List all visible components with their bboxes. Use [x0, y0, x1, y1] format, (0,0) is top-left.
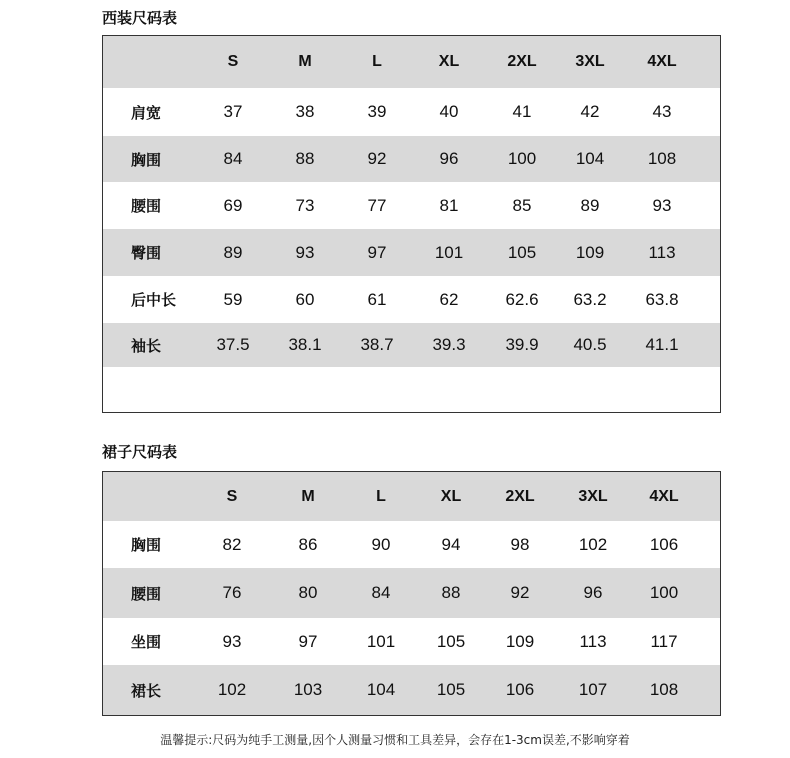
size-header-s: S — [226, 487, 238, 505]
size-value: 38.7 — [360, 335, 394, 354]
size-value: 108 — [647, 149, 677, 168]
size-value: 105 — [436, 680, 466, 699]
size-header-l: L — [372, 53, 382, 70]
suit-table-title: 西装尺码表 — [102, 9, 178, 27]
size-value: 100 — [649, 583, 679, 602]
size-header-3xl: 3XL — [575, 53, 605, 70]
size-value: 107 — [578, 680, 608, 699]
table-row — [103, 618, 720, 665]
size-value: 96 — [583, 583, 603, 602]
size-header-2xl: 2XL — [505, 487, 535, 505]
size-value: 101 — [366, 631, 396, 651]
size-header-m: M — [301, 487, 315, 505]
size-value: 90 — [371, 534, 391, 554]
size-value: 93 — [222, 631, 242, 651]
table-row — [103, 665, 720, 715]
row-label: 后中长 — [131, 291, 177, 309]
row-label: 裙长 — [131, 681, 162, 700]
size-value: 94 — [441, 534, 461, 554]
header-row — [103, 472, 720, 521]
size-value: 88 — [441, 583, 461, 602]
size-value: 113 — [579, 631, 607, 651]
size-header-4xl: 4XL — [649, 487, 679, 505]
size-value: 106 — [505, 680, 535, 699]
size-value: 41.1 — [645, 335, 679, 354]
size-value: 89 — [580, 195, 600, 215]
size-value: 106 — [649, 534, 679, 554]
size-header-m: M — [298, 53, 312, 70]
size-value: 69 — [223, 195, 243, 215]
size-value: 41 — [512, 102, 532, 121]
size-value: 63.8 — [645, 289, 679, 309]
row-label: 臀围 — [131, 244, 162, 262]
size-value: 62 — [439, 289, 459, 309]
size-value: 85 — [512, 195, 532, 215]
size-value: 108 — [649, 680, 679, 699]
size-value: 93 — [295, 242, 315, 262]
row-label: 胸围 — [131, 150, 162, 169]
size-value: 93 — [652, 195, 672, 215]
row-label: 肩宽 — [131, 103, 162, 122]
suit-size-table — [102, 35, 721, 413]
size-header-l: L — [376, 487, 386, 505]
row-label: 腰围 — [131, 197, 162, 215]
size-value: 73 — [295, 195, 315, 215]
size-value: 105 — [507, 242, 537, 262]
skirt-table-title: 裙子尺码表 — [102, 443, 178, 461]
size-value: 59 — [223, 289, 243, 309]
table-row — [103, 88, 720, 136]
size-header-2xl: 2XL — [507, 53, 537, 70]
size-value: 109 — [575, 242, 605, 262]
size-value: 104 — [366, 680, 396, 699]
size-value: 40.5 — [573, 335, 607, 354]
size-header-xl: XL — [440, 487, 462, 505]
size-value: 62.6 — [505, 289, 539, 309]
size-value: 38 — [295, 102, 315, 121]
size-header-s: S — [227, 53, 239, 70]
size-header-4xl: 4XL — [647, 53, 677, 70]
size-value: 98 — [510, 534, 530, 554]
header-row — [103, 36, 720, 88]
size-value: 61 — [367, 289, 387, 309]
row-label: 胸围 — [131, 536, 162, 554]
size-value: 97 — [298, 631, 318, 651]
size-header-xl: XL — [438, 53, 460, 70]
footer-note: 温馨提示:尺码为纯手工测量,因个人测量习惯和工具差异，会存在1-3cm误差,不影响穿着 — [160, 733, 630, 747]
size-value: 117 — [650, 631, 678, 651]
size-value: 102 — [578, 534, 608, 554]
size-value: 77 — [367, 195, 387, 215]
size-value: 92 — [510, 583, 530, 602]
size-value: 102 — [217, 680, 247, 699]
table-row — [103, 182, 720, 229]
size-value: 105 — [436, 631, 466, 651]
size-value: 82 — [222, 534, 242, 554]
table-row — [103, 568, 720, 618]
size-value: 39.3 — [432, 335, 466, 354]
size-value: 89 — [223, 242, 243, 262]
size-value: 109 — [505, 631, 535, 651]
row-label: 腰围 — [131, 584, 162, 603]
size-value: 76 — [222, 583, 242, 602]
size-value: 60 — [295, 289, 315, 309]
size-value: 100 — [507, 149, 537, 168]
size-value: 40 — [439, 102, 459, 121]
size-value: 92 — [367, 149, 387, 168]
size-value: 43 — [652, 102, 672, 121]
row-label: 袖长 — [131, 336, 162, 355]
size-value: 39 — [367, 102, 387, 121]
size-value: 84 — [223, 149, 243, 168]
table-row — [103, 276, 720, 323]
size-value: 97 — [367, 242, 387, 262]
size-header-3xl: 3XL — [578, 487, 608, 505]
size-value: 63.2 — [573, 289, 607, 309]
size-value: 38.1 — [288, 335, 322, 354]
size-value: 80 — [298, 583, 318, 602]
table-row — [103, 521, 720, 568]
size-value: 84 — [371, 583, 391, 602]
table-row — [103, 136, 720, 182]
row-label: 坐围 — [131, 633, 162, 651]
size-value: 101 — [434, 242, 464, 262]
size-value: 86 — [298, 534, 318, 554]
size-value: 37 — [223, 102, 243, 121]
table-row — [103, 229, 720, 276]
size-value: 96 — [439, 149, 459, 168]
skirt-size-table — [102, 471, 721, 716]
size-value: 42 — [580, 102, 600, 121]
size-value: 37.5 — [216, 335, 250, 354]
table-row — [103, 323, 720, 367]
size-value: 104 — [575, 149, 605, 168]
size-value: 88 — [295, 149, 315, 168]
size-value: 39.9 — [505, 335, 539, 354]
size-value: 103 — [293, 680, 323, 699]
size-value: 113 — [648, 242, 676, 262]
size-value: 81 — [439, 195, 459, 215]
